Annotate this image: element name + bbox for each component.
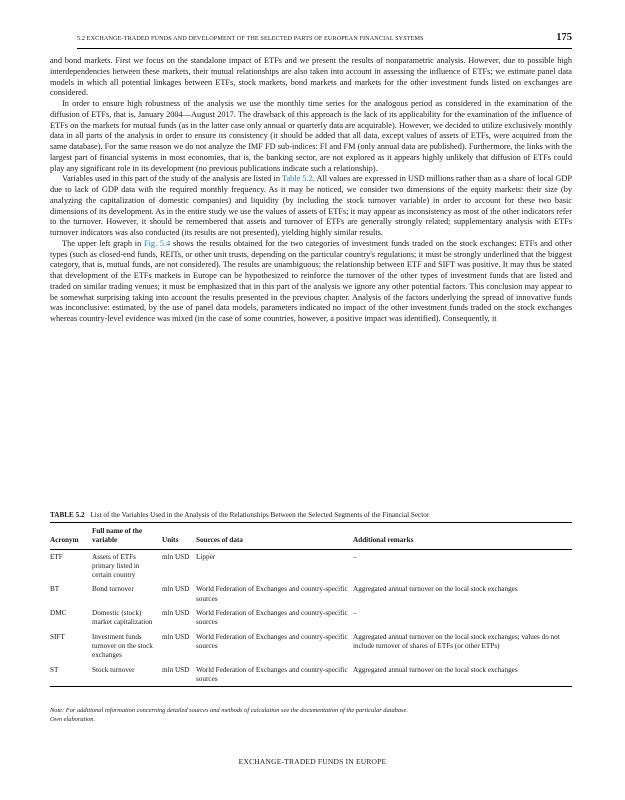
table-caption: [50, 511, 572, 519]
cell-source: World Federation of Exchanges and country-specific sources: [196, 585, 348, 603]
table-row: [50, 663, 572, 687]
cell-source: World Federation of Exchanges and country-specific sources: [196, 609, 348, 627]
col-acronym: Acronym: [50, 536, 79, 545]
cell-remarks: Aggregated annual turnover on the local stock exchanges; values do not include turnover of shares of ETFs (or other ETPs): [353, 632, 560, 650]
cell-name: Stock turnover: [92, 665, 135, 674]
table-source-note: Own elaboration.: [50, 716, 96, 723]
col-remarks: Additional remarks: [353, 536, 414, 545]
cell-units: mln USD: [162, 665, 190, 674]
col-sources: Sources of data: [196, 536, 243, 545]
cell-source: World Federation of Exchanges and country-specific sources: [196, 665, 348, 683]
cell-acronym: BT: [50, 585, 60, 594]
cell-source: Lipper: [196, 552, 216, 561]
body-text: [50, 56, 572, 325]
cell-source: World Federation of Exchanges and country-specific sources: [196, 632, 348, 650]
table-row: [50, 606, 572, 630]
table-header-row: [50, 523, 572, 550]
table-notes: [50, 706, 572, 724]
cell-remarks: –: [353, 552, 357, 561]
paragraph-3-text-a: Variables used in this part of the study of the analysis are listed in: [62, 174, 282, 184]
running-header: [77, 33, 572, 49]
cell-acronym: SIFT: [50, 632, 65, 641]
page-number: 175: [556, 32, 572, 43]
book-footer: EXCHANGE-TRADED FUNDS IN EUROPE: [238, 757, 387, 766]
cell-acronym: ETF: [50, 552, 63, 561]
table-row: [50, 630, 572, 663]
col-full-name: Full name of the variable: [92, 527, 143, 545]
table-label: TABLE 5.2: [50, 511, 85, 519]
cell-units: mln USD: [162, 609, 190, 618]
cell-units: mln USD: [162, 552, 190, 561]
cell-name: Domestic (stock) market capitalization: [92, 609, 153, 627]
paragraph-4: [50, 239, 572, 325]
paragraph-3-text-b: . All values are expressed in USD millions rather than as a share of local GDP due to lack of GDP data with the required monthly frequency. As it may be noticed, we consider two dimensions of the equity markets: their size (by analyzing the capitalization of domestic companies) and liquidity (by including the stock turnover variable) in order to account for these two basic dimensions of its development. As in the entire study we use the values of assets of ETFs; it may appear as inconsistency as most of the other indicators refer to the turnover. However, it should be remembered that assets and turnover of ETFs are generally strongly related; supplementary analysis with ETFs turnover indicators was also conducted (its results are not presented), yielding highly similar results.: [50, 174, 573, 237]
fig-5-4-link[interactable]: Fig. 5.4: [144, 238, 171, 248]
paragraph-1: and bond markets. First we focus on the standalone impact of ETFs and we present the results of nonparametric analysis. However, due to possible high interdependencies between these markets, their mutual relationships are also taken into account in assessing the influence of ETFs; we estimate panel data models in which all potential linkages between ETFs, stock markets, bond markets and markets for the other investment funds listed on exchanges are considered.: [50, 56, 572, 98]
cell-units: mln USD: [162, 632, 190, 641]
cell-remarks: Aggregated annual turnover on the local stock exchanges: [353, 585, 518, 594]
variables-table: [50, 522, 572, 687]
paragraph-4-text-a: The upper left graph in: [62, 238, 144, 248]
cell-name: Bond turnover: [92, 585, 134, 594]
table-note: Note: For additional information concerning detailed sources and methods of calculation see the documentation of the particular database.: [50, 707, 408, 714]
paragraph-2: In order to ensure high robustness of the analysis we use the monthly time series for the analogous period as considered in the examination of the diffusion of ETFs, that is, January 2004—August 2017. The drawback of this approach is the lack of its applicability for the examination of the influence of ETFs on the markets for mutual funds (as in the latter case only annual or quarterly data are acquirable). However, we decided to utilize exclusively monthly data in all parts of the analysis in order to ensure its consistency (it should be added that all data, except values of assets of ETFs, were acquired from the same database). For the same reason we do not analyze the IMF FD sub-indices: FI and FM (only annual data are published). Furthermore, the links with the largest part of financial systems in most economies, that is, the banking sector, are not explored as it appears highly unlikely that diffusion of ETFs could play any significant role in its development (no previous publications indicate such a relationship).: [50, 99, 572, 173]
cell-name: Assets of ETFs primary listed in certain country: [92, 552, 140, 580]
paragraph-3: [50, 174, 572, 239]
cell-name: Investment funds turnover on the stock exchanges: [92, 632, 153, 660]
table-caption-text: List of the Variables Used in the Analysis of the Relationships Between the Selected Segments of the Financial Sector: [90, 511, 430, 519]
paragraph-4-text-b: shows the results obtained for the two categories of investment funds traded on the stock exchanges: ETFs and other types (such as closed-end funds, REITs, or other unit trusts, depending on the particular country's regulations; it must be strongly underlined that the biggest category, that is, mutual funds, are not considered). The results are unambiguous; the relationship between ETF and SIFT was positive. It may thus be stated that development of the ETFs markets in Europe can be hypothesized to reinforce the turnover of the other types of investment funds that are listed and traded on similar trading venues; it must be emphasized that in this part of the analysis we ignore any other potential factors. This conclusion may appear to be somewhat surprising taking into account the results presented in the previous chapter. Analysis of the factors underlying the spread of innovative funds was inconclusive: estimated, by the use of panel data models, parameters indicated no impact of the other investment funds traded on the stock exchanges whereas country-level evidence was mixed (in the case of some countries, however, a positive impact was identified). Consequently, it: [50, 238, 573, 323]
cell-acronym: ST: [50, 665, 59, 674]
cell-remarks: –: [353, 609, 357, 618]
cell-remarks: Aggregated annual turnover on the local stock exchanges: [353, 665, 518, 674]
col-units: Units: [162, 536, 179, 545]
cell-acronym: DMC: [50, 609, 67, 618]
running-title: 5.2 EXCHANGE-TRADED FUNDS AND DEVELOPMENT OF THE SELECTED PARTS OF EUROPEAN FINANCIAL SYSTEMS: [77, 35, 424, 42]
table-5-2-link[interactable]: Table 5.2: [281, 174, 313, 184]
table-row: [50, 549, 572, 582]
cell-units: mln USD: [162, 585, 190, 594]
table-row: [50, 582, 572, 606]
